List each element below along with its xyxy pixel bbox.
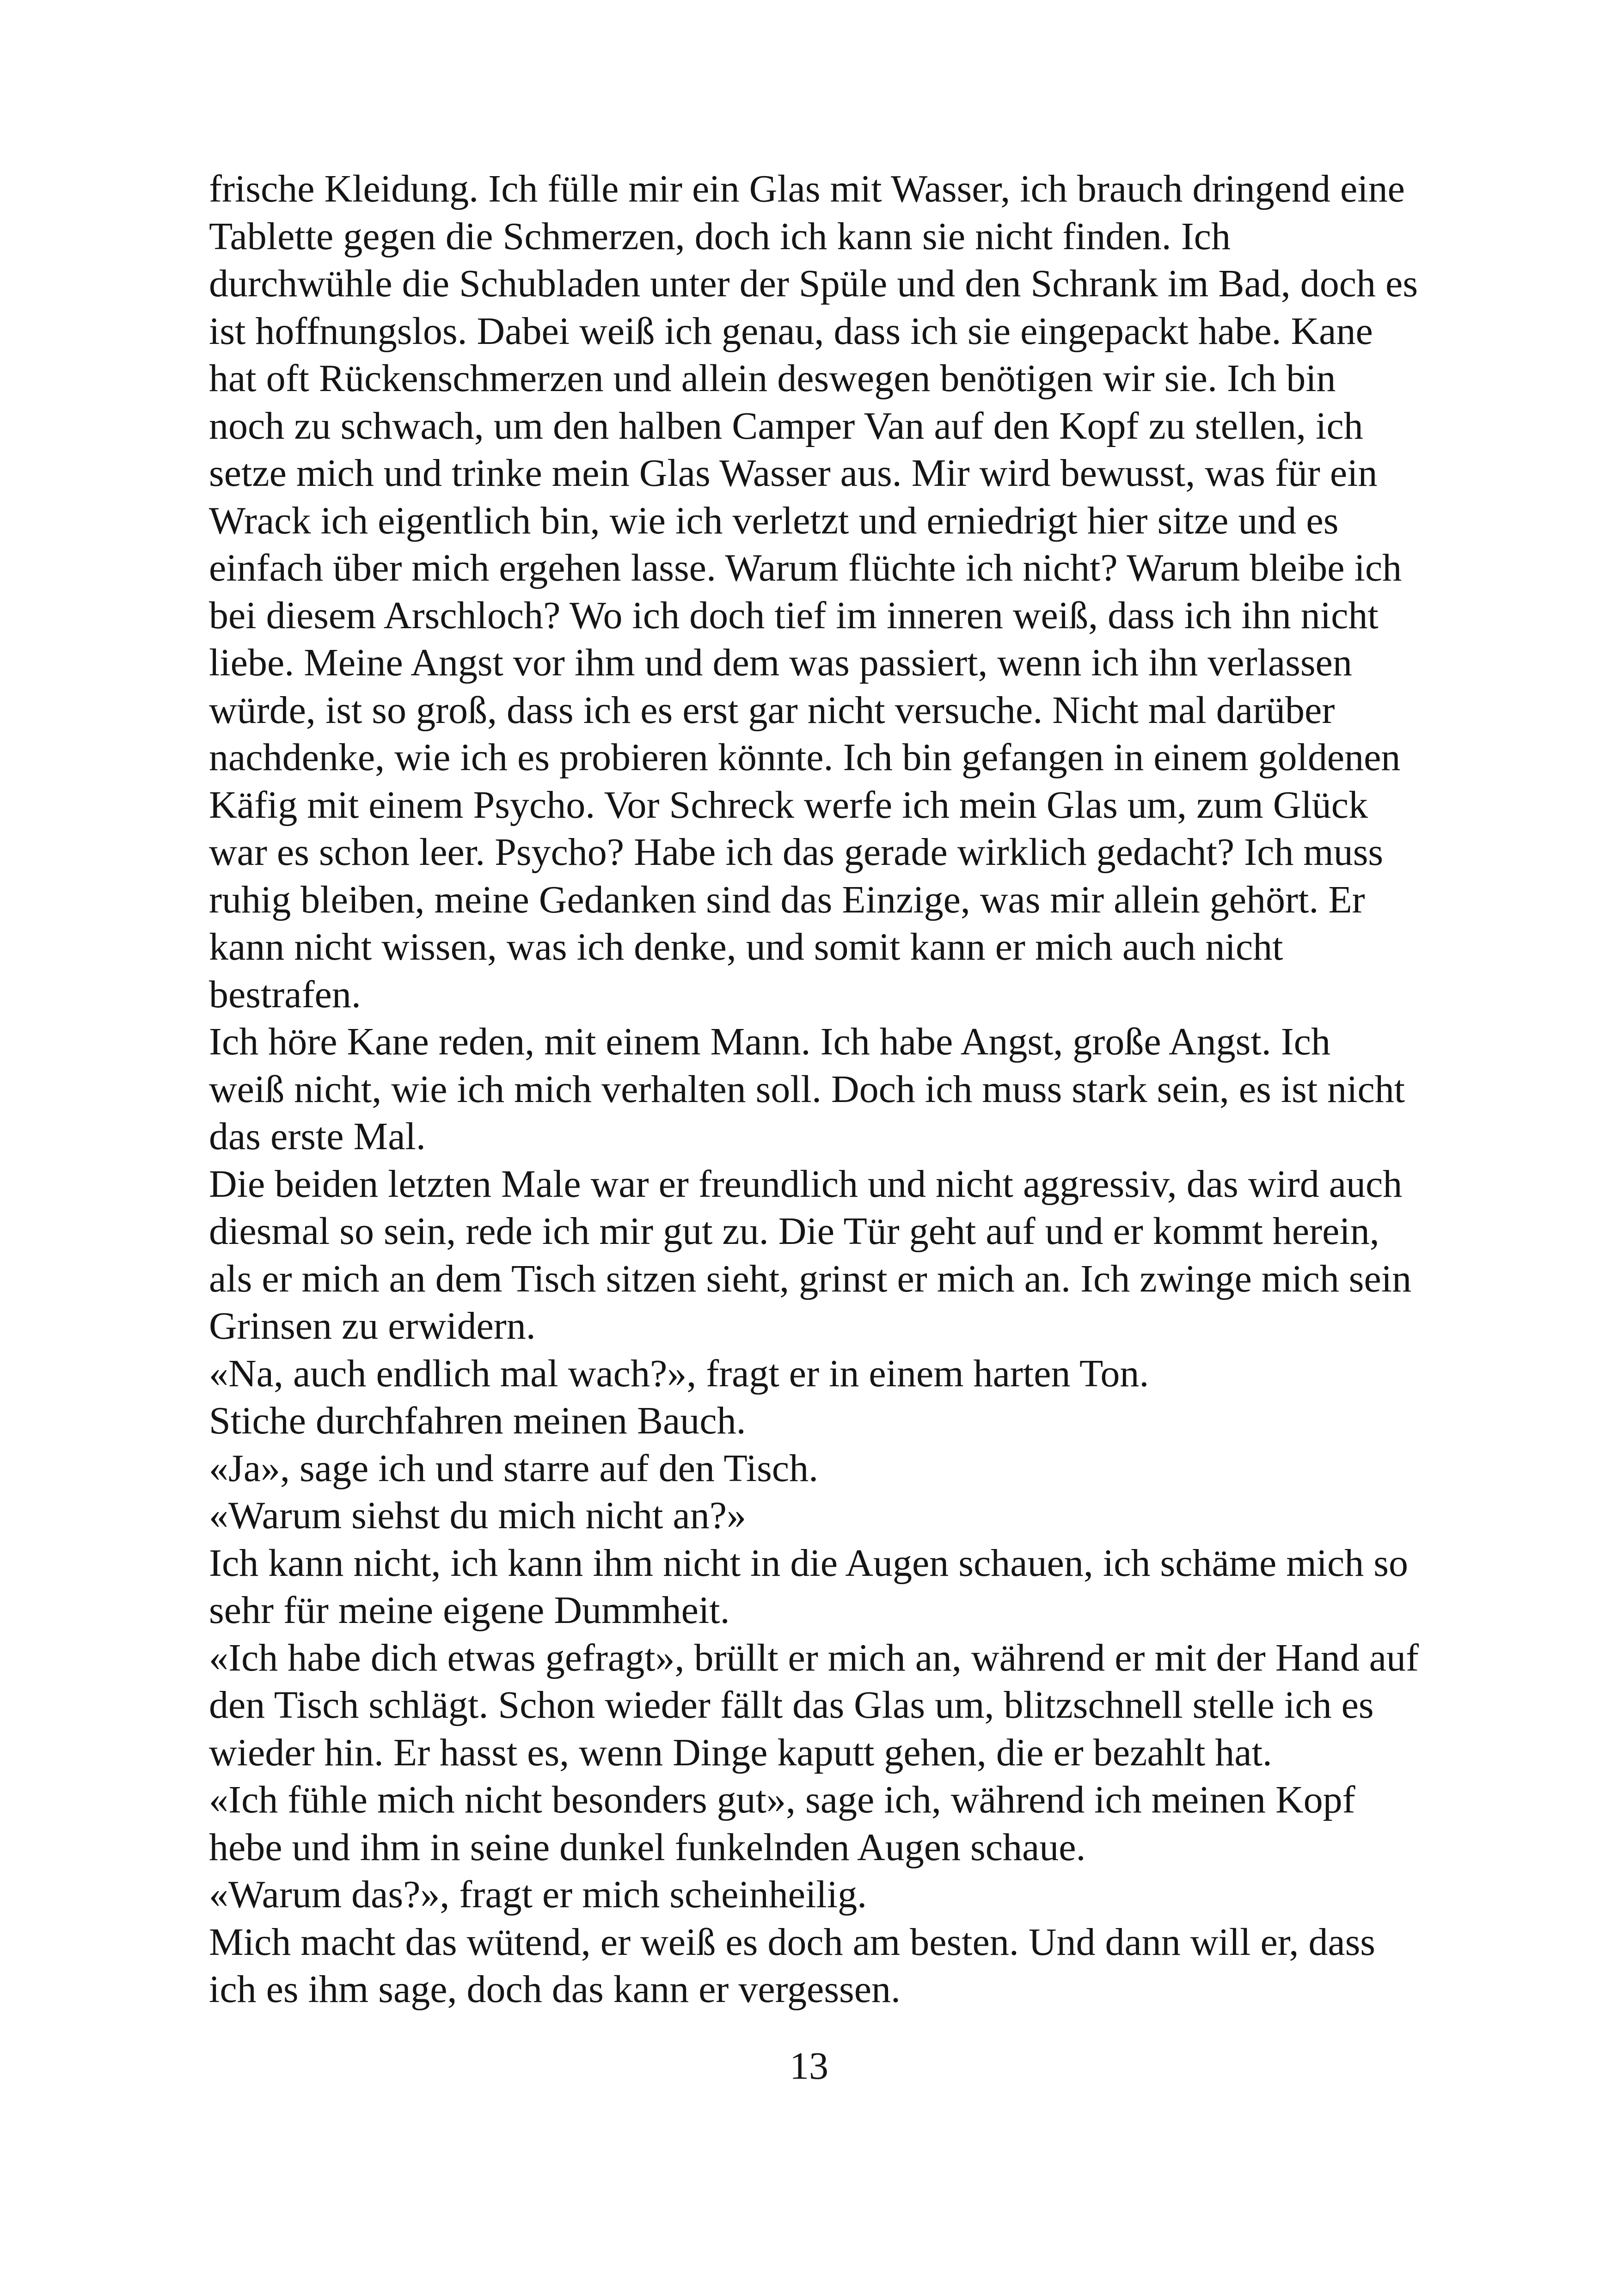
text-line: kann nicht wissen, was ich denke, und somit kann er mich auch nicht <box>209 925 1283 968</box>
text-line: ich es ihm sage, doch das kann er vergessen. <box>209 1968 901 2011</box>
text-line: hat oft Rückenschmerzen und allein deswegen benötigen wir sie. Ich bin <box>209 357 1336 400</box>
text-line: Tablette gegen die Schmerzen, doch ich kann sie nicht finden. Ich <box>209 214 1231 258</box>
text-line: setze mich und trinke mein Glas Wasser aus. Mir wird bewusst, was für ein <box>209 452 1378 495</box>
text-line: Ich höre Kane reden, mit einem Mann. Ich habe Angst, große Angst. Ich <box>209 1020 1330 1063</box>
text-line: frische Kleidung. Ich fülle mir ein Glas mit Wasser, ich brauch dringend eine <box>209 167 1405 210</box>
text-line: «Warum siehst du mich nicht an?» <box>209 1494 746 1537</box>
text-line: hebe und ihm in seine dunkel funkelnden Augen schaue. <box>209 1825 1086 1869</box>
text-line: Mich macht das wütend, er weiß es doch am besten. Und dann will er, dass <box>209 1920 1375 1964</box>
text-line: diesmal so sein, rede ich mir gut zu. Die Tür geht auf und er kommt herein, <box>209 1210 1379 1253</box>
text-line: durchwühle die Schubladen unter der Spüle und den Schrank im Bad, doch es <box>209 262 1418 305</box>
text-line: ist hoffnungslos. Dabei weiß ich genau, dass ich sie eingepackt habe. Kane <box>209 309 1373 353</box>
page-number: 13 <box>790 2045 828 2088</box>
text-line: noch zu schwach, um den halben Camper Van auf den Kopf zu stellen, ich <box>209 404 1363 447</box>
text-line: das erste Mal. <box>209 1115 426 1158</box>
text-line: weiß nicht, wie ich mich verhalten soll. Doch ich muss stark sein, es ist nicht <box>209 1067 1405 1111</box>
text-line: «Ja», sage ich und starre auf den Tisch. <box>209 1446 819 1490</box>
text-line: war es schon leer. Psycho? Habe ich das gerade wirklich gedacht? Ich muss <box>209 831 1384 874</box>
text-line: Grinsen zu erwidern. <box>209 1304 536 1347</box>
text-line: bei diesem Arschloch? Wo ich doch tief im inneren weiß, dass ich ihn nicht <box>209 594 1379 637</box>
text-line: Käfig mit einem Psycho. Vor Schreck werfe ich mein Glas um, zum Glück <box>209 783 1368 827</box>
body-text <box>209 165 1485 2014</box>
text-line: als er mich an dem Tisch sitzen sieht, grinst er mich an. Ich zwinge mich sein <box>209 1257 1412 1300</box>
text-line: einfach über mich ergehen lasse. Warum flüchte ich nicht? Warum bleibe ich <box>209 546 1402 589</box>
text-line: würde, ist so groß, dass ich es erst gar nicht versuche. Nicht mal darüber <box>209 688 1335 732</box>
text-line: Wrack ich eigentlich bin, wie ich verletzt und erniedrigt hier sitze und es <box>209 499 1339 542</box>
text-line: ruhig bleiben, meine Gedanken sind das Einzige, was mir allein gehört. Er <box>209 878 1365 921</box>
text-line: Stiche durchfahren meinen Bauch. <box>209 1399 746 1442</box>
text-line: nachdenke, wie ich es probieren könnte. Ich bin gefangen in einem goldenen <box>209 736 1401 779</box>
text-line: liebe. Meine Angst vor ihm und dem was passiert, wenn ich ihn verlassen <box>209 641 1352 684</box>
text-line: Die beiden letzten Male war er freundlich und nicht aggressiv, das wird auch <box>209 1162 1403 1206</box>
text-line: den Tisch schlägt. Schon wieder fällt das Glas um, blitzschnell stelle ich es <box>209 1684 1374 1727</box>
text-line: «Ich habe dich etwas gefragt», brüllt er mich an, während er mit der Hand auf <box>209 1636 1419 1679</box>
text-line: «Ich fühle mich nicht besonders gut», sage ich, während ich meinen Kopf <box>209 1778 1355 1821</box>
text-line: «Na, auch endlich mal wach?», fragt er in einem harten Ton. <box>209 1352 1149 1395</box>
text-line: bestrafen. <box>209 973 361 1016</box>
text-line: wieder hin. Er hasst es, wenn Dinge kaputt gehen, die er bezahlt hat. <box>209 1731 1272 1774</box>
text-line: «Warum das?», fragt er mich scheinheilig. <box>209 1873 867 1916</box>
text-line: Ich kann nicht, ich kann ihm nicht in die Augen schauen, ich schäme mich so <box>209 1541 1408 1585</box>
text-line: sehr für meine eigene Dummheit. <box>209 1589 730 1632</box>
